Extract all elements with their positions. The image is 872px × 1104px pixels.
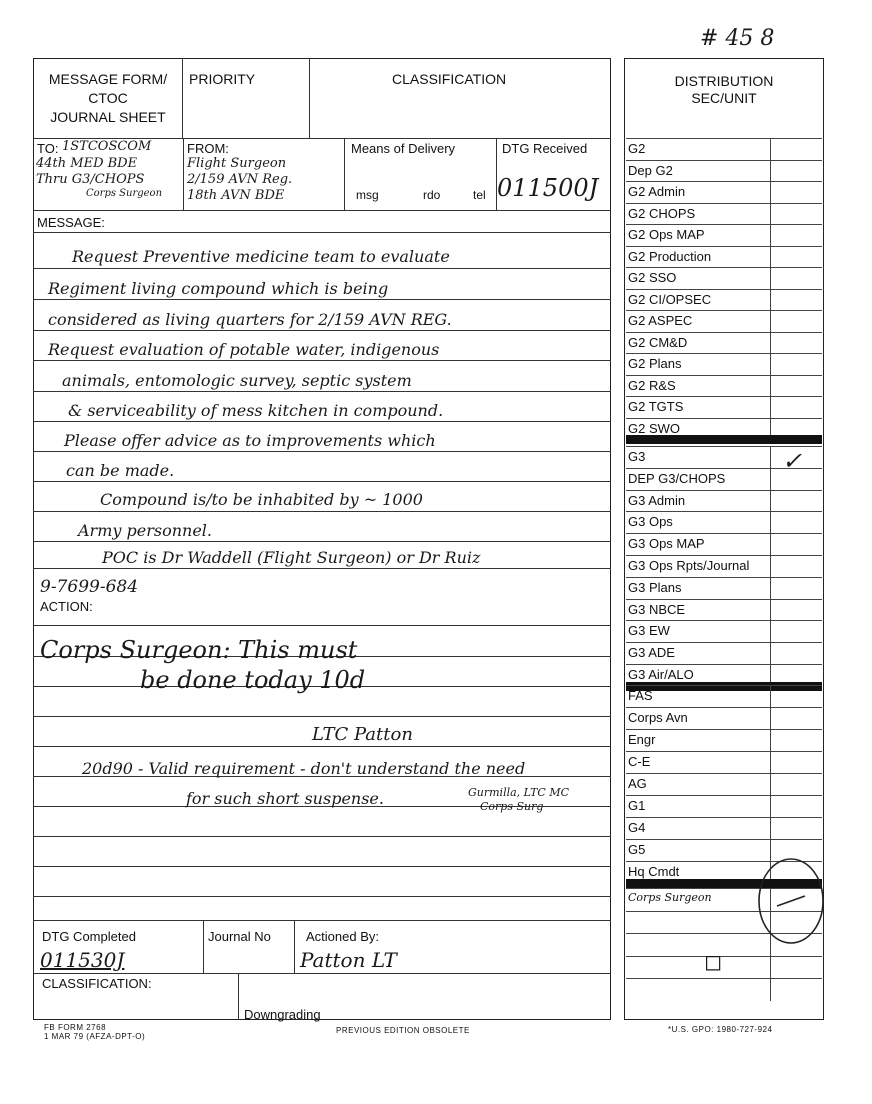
message-line: Compound is/to be inhabited by ~ 1000 (100, 490, 423, 509)
gpo-note: *U.S. GPO: 1980-727-924 (668, 1025, 773, 1034)
distribution-label: G3 Ops MAP (628, 536, 705, 552)
distribution-row (626, 332, 822, 354)
distribution-row (626, 138, 822, 160)
distribution-label: G2 TGTS (628, 399, 684, 414)
distribution-label: FAS (628, 688, 653, 703)
message-line: POC is Dr Waddell (Flight Surgeon) or Dr Ruiz (102, 548, 481, 567)
message-label: MESSAGE: (37, 215, 105, 230)
distribution-row (626, 289, 822, 311)
distribution-label: G3 Plans (628, 579, 682, 595)
distribution-label: G2 R&S (628, 377, 676, 393)
message-line: considered as living quarters for 2/159 AVN REG. (48, 310, 452, 329)
distribution-row (626, 642, 822, 664)
distribution-row (626, 267, 822, 289)
distribution-row (626, 555, 822, 577)
classification-header: CLASSIFICATION (392, 71, 507, 87)
distribution-label: Hq Cmdt (628, 864, 680, 879)
distribution-row (626, 620, 822, 642)
message-line: Request evaluation of potable water, indigenous (48, 340, 440, 359)
distribution-label: G2 Production (628, 248, 712, 264)
distribution-label: G3 (628, 449, 646, 464)
distribution-label: G2 Ops MAP (628, 227, 705, 242)
distribution-label: G3 ADE (628, 645, 675, 661)
message-line: Request Preventive medicine team to evaluate (72, 247, 450, 266)
action-note: 20d90 - Valid requirement - don't understand the need (82, 759, 526, 778)
distribution-label: G2 CI/OPSEC (628, 291, 712, 307)
distribution-row (626, 729, 822, 751)
delivery-option-rdo: rdo (423, 188, 441, 202)
distribution-row (626, 577, 822, 599)
checkmark-icon: ✓ (782, 447, 803, 475)
distribution-row (626, 707, 822, 729)
actioned-by-value: Patton LT (300, 948, 397, 972)
action-note: for such short suspense. (186, 789, 384, 808)
distribution-row (626, 950, 822, 979)
document-number-note: # 45 8 (700, 26, 775, 51)
distribution-label: C-E (628, 754, 651, 769)
action-signature: LTC Patton (312, 724, 413, 745)
distribution-label: G4 (628, 820, 646, 835)
message-line: can be made. (66, 461, 175, 480)
distribution-label: G2 Admin (628, 184, 686, 199)
dtg-received-value: 011500J (497, 174, 599, 202)
previous-edition-note: PREVIOUS EDITION OBSOLETE (336, 1026, 470, 1035)
distribution-label: Corps Surgeon (628, 891, 712, 904)
distribution-label: Corps Avn (628, 710, 688, 725)
distribution-label: AG (628, 776, 647, 791)
message-line: Army personnel. (78, 521, 212, 540)
message-line: Please offer advice as to improvements which (64, 431, 436, 450)
from-value: Flight Surgeon 2/159 AVN Reg. 18th AVN BDE (187, 156, 293, 203)
actioned-by-label: Actioned By: (306, 929, 379, 944)
distribution-label: Dep G2 (628, 162, 673, 178)
distribution-label: G2 Plans (628, 356, 682, 371)
distribution-row (626, 353, 822, 375)
distribution-label: G5 (628, 842, 646, 857)
distribution-label: G3 Ops (628, 514, 673, 530)
distribution-label: G3 Air/ALO (628, 667, 694, 682)
distribution-label: G2 SWO (628, 420, 681, 436)
box-mark-icon: ◻ (704, 950, 723, 975)
dtg-completed-value: 011530J (40, 948, 125, 972)
downgrading-label: Downgrading (244, 1007, 321, 1022)
circle-annotation-icon (755, 856, 827, 946)
dtg-completed-label: DTG Completed (42, 929, 136, 944)
distribution-title: DISTRIBUTION SEC/UNIT (674, 73, 774, 106)
distribution-row (626, 685, 822, 707)
distribution-label: Engr (628, 732, 656, 747)
distribution-label: G2 (628, 141, 646, 156)
distribution-row (626, 203, 822, 225)
means-of-delivery-label: Means of Delivery (351, 141, 456, 156)
distribution-row (626, 751, 822, 773)
distribution-divider (626, 435, 822, 444)
distribution-row (626, 310, 822, 332)
action-note-signature: Gurmilla, LTC MC Corps Surg (468, 786, 570, 813)
distribution-row (626, 599, 822, 621)
distribution-row (626, 246, 822, 268)
from-label: FROM: (187, 141, 229, 156)
form-id: FB FORM 2768 1 MAR 79 (AFZA-DPT-O) (44, 1023, 146, 1041)
journal-no-label: Journal No (208, 929, 271, 944)
distribution-row (626, 181, 822, 203)
distribution-row (626, 795, 822, 817)
message-line: & serviceability of mess kitchen in compound. (68, 401, 444, 420)
dtg-received-label: DTG Received (502, 141, 588, 156)
to-value: 1STCOSCOM (62, 139, 152, 154)
distribution-label: G3 NBCE (628, 601, 686, 617)
distribution-row (626, 375, 822, 397)
priority-label: PRIORITY (189, 71, 256, 87)
distribution-row (626, 511, 822, 533)
distribution-row (626, 817, 822, 839)
distribution-label: G2 ASPEC (628, 313, 693, 328)
to-label: TO: (37, 141, 59, 156)
distribution-label: G3 EW (628, 623, 670, 639)
distribution-label: G2 CM&D (628, 334, 688, 350)
delivery-option-tel: tel (473, 188, 486, 202)
distribution-label: G1 (628, 798, 646, 813)
distribution-label: G2 CHOPS (628, 205, 696, 221)
message-line: animals, entomologic survey, septic system (62, 371, 412, 390)
message-line: Regiment living compound which is being (48, 279, 389, 298)
distribution-label: G2 SSO (628, 270, 677, 285)
distribution-label: G3 Ops Rpts/Journal (628, 558, 750, 573)
action-line: Corps Surgeon: This must (40, 636, 358, 664)
message-line: 9-7699-684 (40, 577, 139, 597)
distribution-row (626, 978, 822, 1001)
delivery-option-msg: msg (356, 188, 379, 202)
action-line: be done today 10d (140, 666, 366, 694)
distribution-row (626, 490, 822, 512)
distribution-row (626, 533, 822, 555)
distribution-label: G3 Admin (628, 492, 686, 508)
distribution-row (626, 160, 822, 182)
action-label: ACTION: (40, 599, 93, 614)
to-value-lines: 44th MED BDE Thru G3/CHOPS Corps Surgeon (36, 156, 163, 199)
classification-label: CLASSIFICATION: (42, 976, 152, 991)
form-title: MESSAGE FORM/ CTOC JOURNAL SHEET (48, 71, 168, 125)
distribution-row (626, 773, 822, 795)
distribution-row (626, 396, 822, 418)
distribution-label: DEP G3/CHOPS (628, 470, 726, 486)
distribution-row (626, 224, 822, 246)
